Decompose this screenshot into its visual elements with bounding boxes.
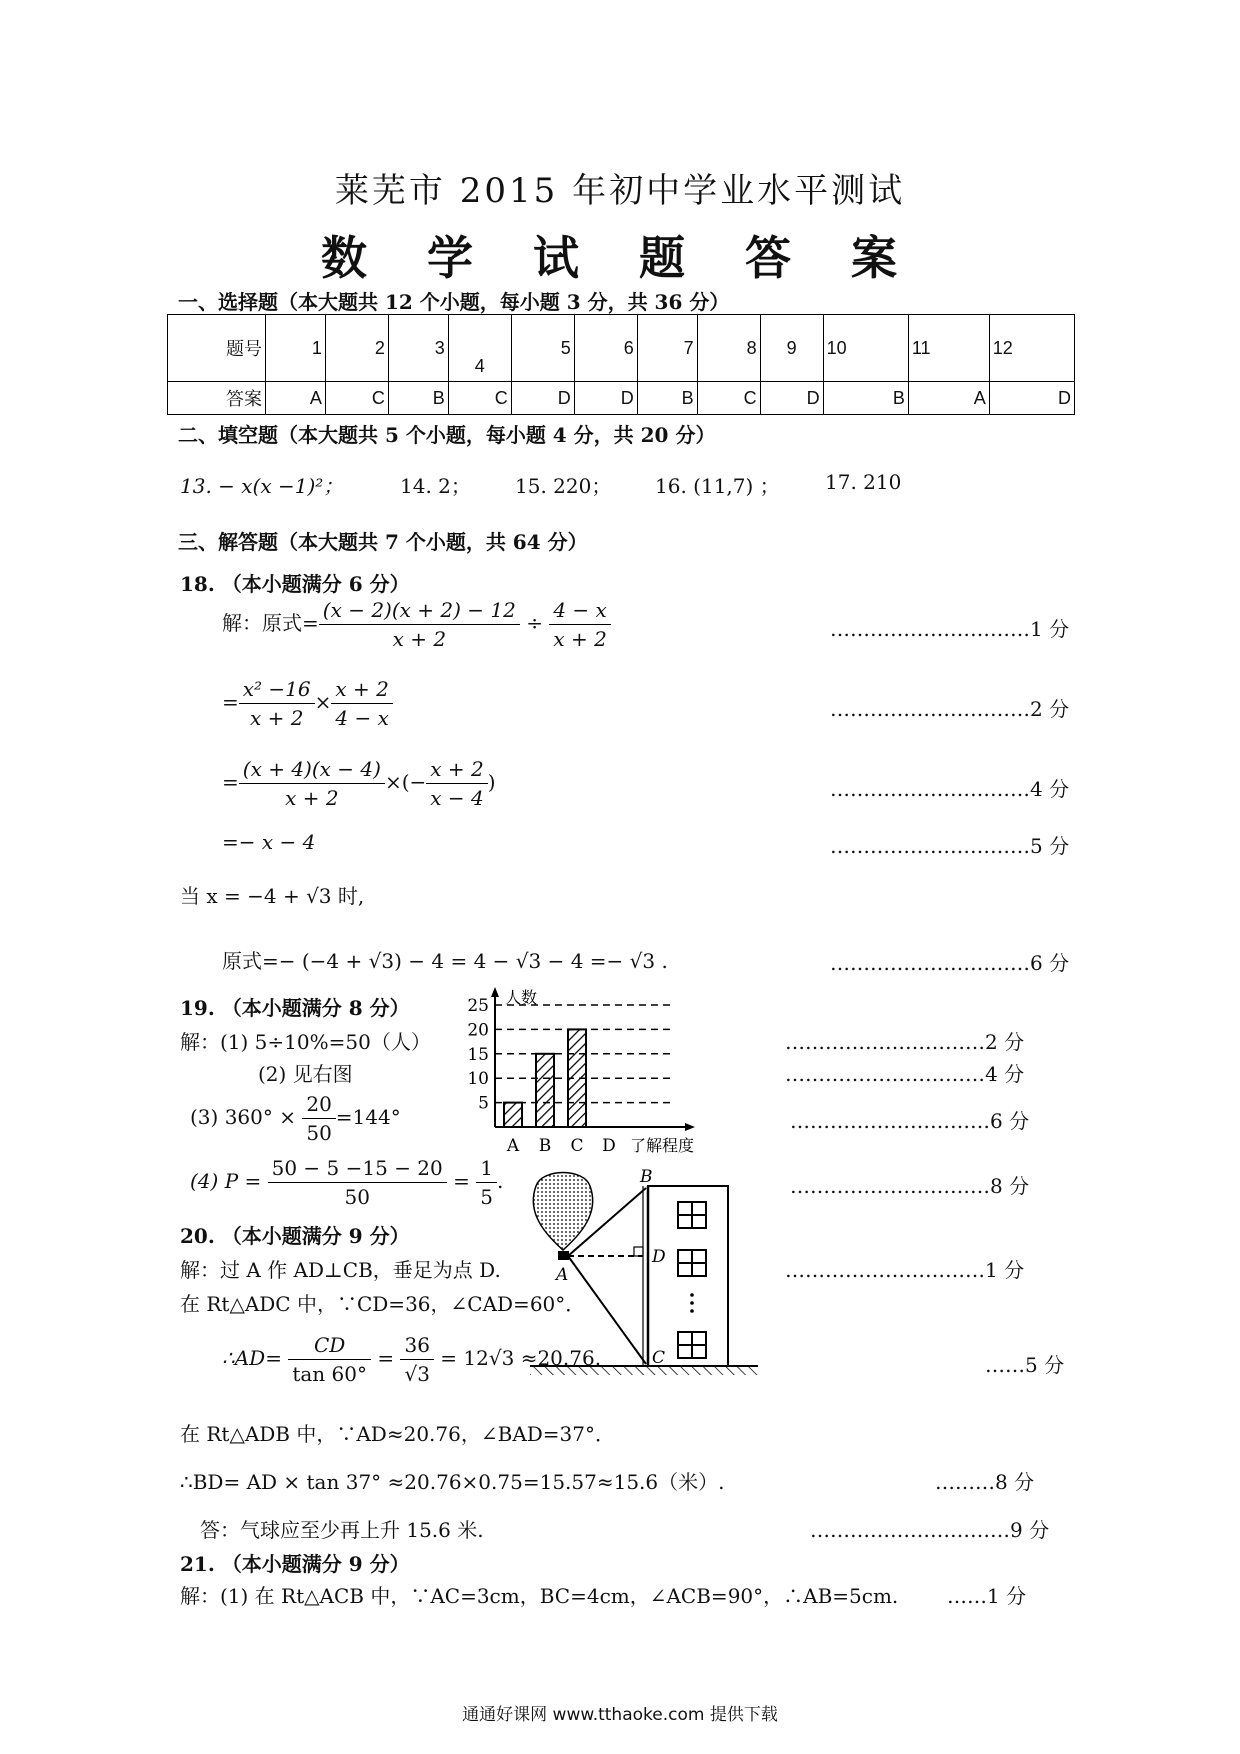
fraction xyxy=(549,598,610,651)
numerator: (x + 4)(x − 4) xyxy=(239,757,385,784)
answer-cell: A xyxy=(908,382,989,415)
y-axis-label: 人数 xyxy=(505,988,538,1007)
table-row xyxy=(168,315,1075,382)
label-C: C xyxy=(652,1348,666,1368)
points-5: …………………………5 分 xyxy=(830,834,1070,858)
y-tick-label: 25 xyxy=(467,996,489,1016)
answer-cell: B xyxy=(388,382,448,415)
x-axis-arrow-icon xyxy=(685,1123,695,1131)
numerator: 1 xyxy=(476,1156,497,1183)
equals: = xyxy=(377,1346,395,1370)
period: . xyxy=(496,1169,504,1193)
q19-line-2: (2) 见右图 xyxy=(258,1062,353,1086)
q18-final: 原式=− (−4 + √3) − 4 = 4 − √3 − 4 =− √3 . xyxy=(222,949,668,973)
divide-sign: ÷ xyxy=(526,611,543,635)
q18-line-4: =− x − 4 xyxy=(222,830,316,854)
points-1: ……1 分 xyxy=(947,1584,1027,1608)
q20-line-1: 解：过 A 作 AD⊥CB，垂足为点 D. xyxy=(180,1258,501,1282)
question-number: 5 xyxy=(511,315,574,382)
answer-cell: C xyxy=(325,382,388,415)
q21-heading: 21. （本小题满分 9 分） xyxy=(180,1552,410,1576)
numerator: 4 − x xyxy=(549,598,610,625)
answer-table xyxy=(167,314,1075,415)
q20-heading: 20. （本小题满分 9 分） xyxy=(180,1224,410,1248)
equals: = xyxy=(222,770,239,794)
answer-cell: A xyxy=(266,382,326,415)
footer: 通通好课网 www.tthaoke.com 提供下载 xyxy=(462,1705,778,1725)
q19-heading: 19. （本小题满分 8 分） xyxy=(180,996,410,1020)
answer-cell: D xyxy=(760,382,823,415)
bar-chart xyxy=(455,985,725,1160)
exam-subtitle: 数 学 试 题 答 案 xyxy=(320,231,920,285)
answer-13: 13. − x(x −1)²； xyxy=(180,474,344,498)
y-tick-label: 5 xyxy=(478,1093,489,1114)
denominator: 50 xyxy=(306,1121,332,1145)
x-tick-label: D xyxy=(602,1136,616,1156)
question-number: 6 xyxy=(574,315,637,382)
q20-l3-post: = 12√3 ≈20.76. xyxy=(440,1346,602,1370)
denominator: x − 4 xyxy=(430,786,484,810)
numerator: x² −16 xyxy=(239,677,315,704)
question-number: 8 xyxy=(697,315,760,382)
fraction xyxy=(400,1333,433,1386)
label-B: B xyxy=(640,1167,653,1187)
row-header-number: 题号 xyxy=(168,315,266,382)
q18-line-2 xyxy=(222,677,393,730)
table-row xyxy=(168,382,1075,415)
label-D: D xyxy=(652,1247,666,1267)
question-number: 11 xyxy=(908,315,989,382)
bars xyxy=(504,1029,586,1127)
points-8: ………8 分 xyxy=(935,1470,1035,1494)
x-tick-label: C xyxy=(570,1136,584,1156)
y-tick-label: 10 xyxy=(467,1069,489,1090)
numerator: 50 − 5 −15 − 20 xyxy=(268,1156,447,1183)
question-number: 7 xyxy=(637,315,697,382)
balloon-icon xyxy=(533,1173,592,1251)
denominator: x + 2 xyxy=(249,706,304,730)
equals: = xyxy=(453,1169,470,1193)
fraction xyxy=(319,598,520,651)
y-tick-labels xyxy=(467,996,489,1114)
numerator: (x − 2)(x + 2) − 12 xyxy=(319,598,520,625)
points-5: ……5 分 xyxy=(985,1353,1065,1377)
fraction xyxy=(239,757,385,810)
bar xyxy=(536,1054,554,1127)
points-9: …………………………9 分 xyxy=(810,1518,1050,1542)
q19-l3-post: =144° xyxy=(335,1105,401,1129)
answer-cell: B xyxy=(637,382,697,415)
y-axis-arrow-icon xyxy=(491,987,499,997)
q21-line-1: 解：(1) 在 Rt△ACB 中，∵AC=3cm，BC=4cm，∠ACB=90°，∴AB=5cm. xyxy=(180,1584,899,1608)
question-number: 9 xyxy=(760,315,823,382)
q18-when: 当 x = −4 + √3 时, xyxy=(180,884,365,908)
row-header-answer: 答案 xyxy=(168,382,266,415)
denominator: 5 xyxy=(480,1185,493,1209)
fraction xyxy=(239,677,315,730)
question-number: 4 xyxy=(448,315,511,382)
x-tick-labels xyxy=(506,1136,616,1156)
x-tick-label: B xyxy=(538,1136,552,1156)
numerator: x + 2 xyxy=(331,677,392,704)
denominator: x + 2 xyxy=(553,627,607,651)
q19-l4-pre: (4) P = xyxy=(190,1169,262,1193)
window-icon xyxy=(678,1202,706,1358)
answer-cell: B xyxy=(823,382,908,415)
x-tick-label: A xyxy=(506,1136,520,1156)
q18-line-3 xyxy=(222,757,496,810)
numerator: 20 xyxy=(302,1092,335,1119)
q19-line-1: 解：(1) 5÷10%=50（人） xyxy=(180,1030,431,1054)
fraction xyxy=(288,1333,371,1386)
numerator: 36 xyxy=(400,1333,433,1360)
x-axis-label: 了解程度 xyxy=(630,1136,695,1155)
section-1-heading: 一、选择题（本大题共 12 个小题，每小题 3 分，共 36 分） xyxy=(178,290,730,314)
denominator: x + 2 xyxy=(285,786,339,810)
fraction xyxy=(268,1156,447,1209)
bar xyxy=(504,1103,522,1127)
answer-17: 17. 210 xyxy=(825,470,902,494)
q18-heading: 18. （本小题满分 6 分） xyxy=(180,572,410,596)
fraction xyxy=(302,1092,335,1145)
q18-l1-pre: 解：原式= xyxy=(222,611,319,635)
y-tick-label: 15 xyxy=(467,1044,489,1065)
fraction xyxy=(426,757,487,810)
fraction xyxy=(476,1156,497,1209)
points-1: …………………………1 分 xyxy=(785,1258,1025,1282)
answer-15: 15. 220； xyxy=(515,474,612,498)
fraction xyxy=(331,677,392,730)
numerator: x + 2 xyxy=(426,757,487,784)
points-6: …………………………6 分 xyxy=(830,951,1070,975)
answer-16: 16. (11,7) ； xyxy=(655,474,780,498)
numerator: CD xyxy=(288,1333,371,1360)
points-1: …………………………1 分 xyxy=(830,617,1070,641)
q20-line-3 xyxy=(222,1333,601,1386)
question-number: 2 xyxy=(325,315,388,382)
points-2: …………………………2 分 xyxy=(785,1030,1025,1054)
answer-cell: C xyxy=(697,382,760,415)
times-sign: × xyxy=(314,690,332,714)
points-2: …………………………2 分 xyxy=(830,697,1070,721)
label-A: A xyxy=(556,1265,569,1285)
denominator: tan 60° xyxy=(292,1362,367,1386)
exam-title: 莱芜市 2015 年初中学业水平测试 xyxy=(334,171,906,211)
answer-cell: C xyxy=(448,382,511,415)
q19-line-3 xyxy=(190,1092,401,1145)
equals: = xyxy=(222,690,239,714)
answer-cell: D xyxy=(989,382,1074,415)
close-paren: ) xyxy=(487,770,496,794)
right-angle-mark xyxy=(634,1247,643,1256)
q20-l3-pre: ∴AD= xyxy=(222,1346,282,1370)
answer-14: 14. 2； xyxy=(400,474,471,498)
question-number: 12 xyxy=(989,315,1074,382)
answer-cell: D xyxy=(511,382,574,415)
q18-line-1 xyxy=(222,598,611,651)
q20-line-2: 在 Rt△ADC 中，∵CD=36，∠CAD=60°． xyxy=(180,1292,586,1316)
denominator: 4 − x xyxy=(335,706,389,730)
section-3-heading: 三、解答题（本大题共 7 个小题，共 64 分） xyxy=(178,530,588,554)
answer-cell: D xyxy=(574,382,637,415)
q20-line-4: 在 Rt△ADB 中，∵AD≈20.76，∠BAD=37°． xyxy=(180,1422,615,1446)
denominator: 50 xyxy=(344,1185,370,1209)
points-4: …………………………4 分 xyxy=(830,777,1070,801)
q20-answer: 答：气球应至少再上升 15.6 米. xyxy=(200,1518,484,1542)
q19-line-4 xyxy=(190,1156,503,1209)
points-4: …………………………4 分 xyxy=(785,1062,1025,1086)
denominator: x + 2 xyxy=(392,627,447,651)
question-number: 1 xyxy=(266,315,326,382)
basket-icon xyxy=(558,1251,569,1260)
y-tick-label: 20 xyxy=(467,1020,489,1041)
question-number: 3 xyxy=(388,315,448,382)
bar xyxy=(568,1029,586,1127)
q19-l3-pre: (3) 360° × xyxy=(190,1105,296,1129)
question-number: 10 xyxy=(823,315,908,382)
points-6: …………………………6 分 xyxy=(790,1109,1030,1133)
points-8: …………………………8 分 xyxy=(790,1174,1030,1198)
section-2-heading: 二、填空题（本大题共 5 个小题，每小题 4 分，共 20 分） xyxy=(178,423,716,447)
denominator: √3 xyxy=(404,1362,430,1386)
q20-line-5: ∴BD= AD × tan 37° ≈20.76×0.75=15.57≈15.6（米）. xyxy=(180,1470,725,1494)
times-sign: ×(− xyxy=(384,770,427,794)
